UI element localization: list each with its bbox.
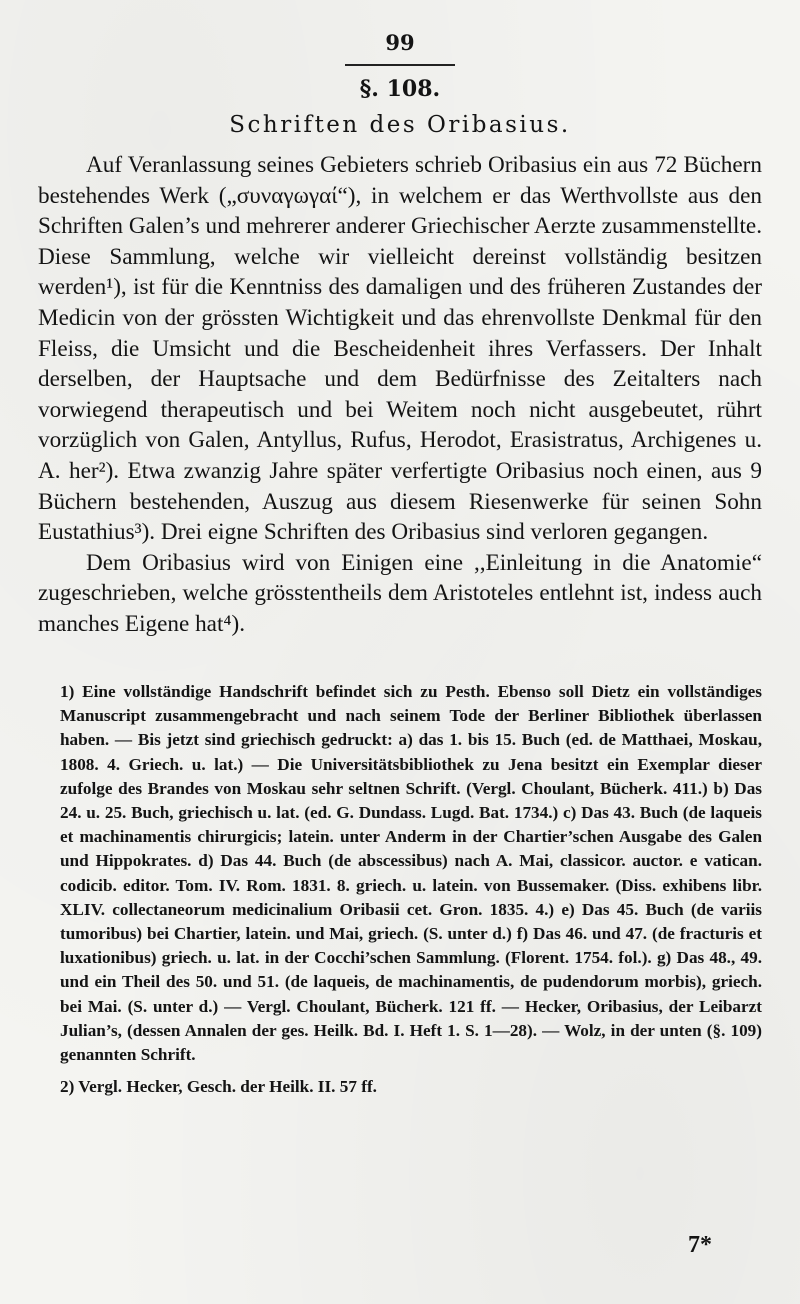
section-title: Schriften des Oribasius. <box>229 112 571 138</box>
footnotes <box>60 680 762 1099</box>
printer-signature: 7* <box>688 1232 712 1258</box>
paragraph: Auf Veranlassung seines Gebieters schrieb Oribasius ein aus 72 Büchern bestehendes Werk („συναγωγαί“), in welchem er das Werthvollste aus den Schriften Galen’s und mehrerer anderer Griechischer Aerzte zusammenstellte. Diese Sammlung, welche wir vielleicht dereinst vollständig besitzen werden¹), ist für die Kenntniss des damaligen und des früheren Zustandes der Medicin von der grössten Wichtigkeit und das ehrenvollste Denkmal für den Fleiss, die Umsicht und die Bescheidenheit ihres Verfassers. Der Inhalt derselben, der Hauptsache und dem Bedürfnisse des Zeitalters nach vorwiegend therapeutisch und bei Weitem noch nicht ausgebeutet, rührt vorzüglich von Galen, Antyllus, Rufus, Herodot, Erasistratus, Archigenes u. A. her²). Etwa zwanzig Jahre später verfertigte Oribasius noch einen, aus 9 Büchern bestehenden, Auszug aus diesem Riesenwerke für seinen Sohn Eustathius³). Drei eigne Schriften des Oribasius sind verloren gegangen. <box>38 152 762 546</box>
footnote: 2) Vergl. Hecker, Gesch. der Heilk. II. 57 ff. <box>60 1077 377 1097</box>
section-number: §. 108. <box>359 76 441 102</box>
page-number: 99 <box>385 30 415 55</box>
body-text <box>38 150 762 640</box>
paragraph: Dem Oribasius wird von Einigen eine ,,Einleitung in die Anatomie“ zugeschrieben, welche grösstentheils dem Aristoteles entlehnt ist, indess auch manches Eigene hat⁴). <box>38 549 762 637</box>
footnote: 1) Eine vollständige Handschrift befindet sich zu Pesth. Ebenso soll Dietz ein vollständiges Manuscript zusammengebracht und nach seinem Tode der Berliner Bibliothek überlassen haben. — Bis jetzt sind griechisch gedruckt: a) das 1. bis 15. Buch (ed. de Matthaei, Moskau, 1808. 4. Griech. u. lat.) — Die Universitätsbibliothek zu Jena besitzt ein Exemplar dieser zufolge des Brandes von Moskau sehr seltnen Schrift. (Vergl. Choulant, Bücherk. 411.) b) Das 24. u. 25. Buch, griechisch u. lat. (ed. G. Dundass. Lugd. Bat. 1734.) c) Das 43. Buch (de laqueis et machinamentis chirurgicis; latein. unter Anderm in der Chartier’schen Ausgabe des Galen und Hippokrates. d) Das 44. Buch (de abscessibus) nach A. Mai, classicor. auctor. e vatican. codicib. editor. Tom. IV. Rom. 1831. 8. griech. u. latein. von Bussemaker. (Diss. exhibens libr. XLIV. collectaneorum medicinalium Oribasii cet. Gron. 1835. 4.) e) Das 45. Buch (de variis tumoribus) bei Chartier, latein. und Mai, griech. (S. unter d.) f) Das 46. und 47. (de fracturis et luxationibus) griech. u. lat. in der Cocchi’schen Sammlung. (Florent. 1754. fol.). g) Das 48., 49. und ein Theil des 50. und 51. (de laqueis, de machinamentis, de pudendorum morbis), griech. bei Mai. (S. unter d.) — Vergl. Choulant, Bücherk. 121 ff. — Hecker, Oribasius, der Leibarzt Julian’s, (dessen Annalen der ges. Heilk. Bd. I. Heft 1. S. 1—28). — Wolz, in der unten (§. 109) genannten Schrift. <box>60 682 762 1065</box>
header-rule <box>345 64 455 66</box>
